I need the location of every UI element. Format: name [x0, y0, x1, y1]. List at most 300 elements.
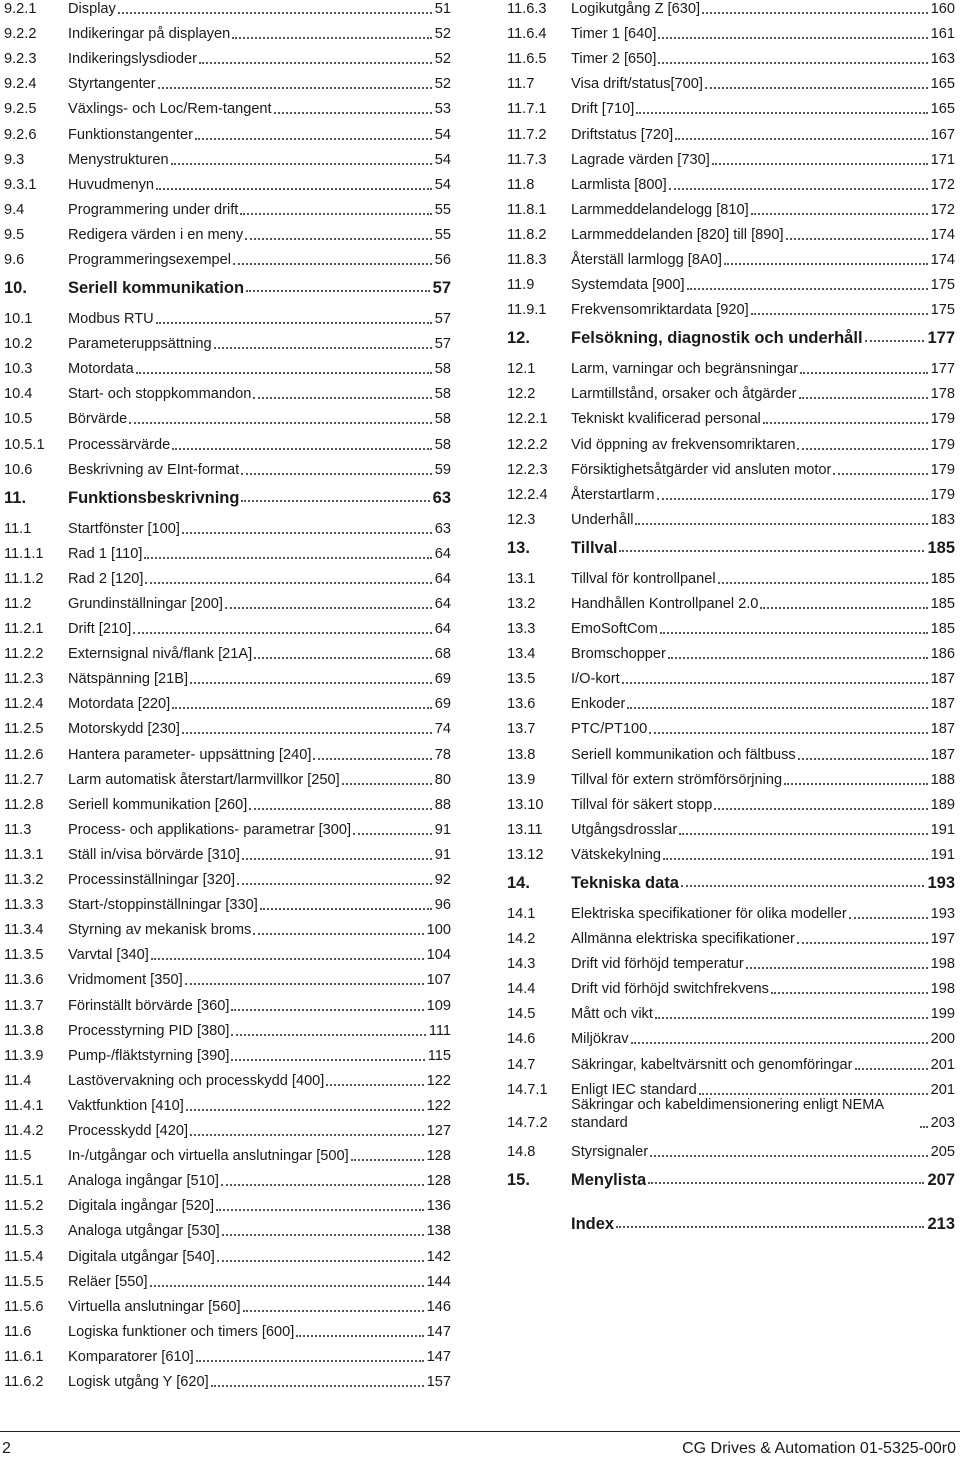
toc-section-title: Mått och vikt [571, 1006, 653, 1023]
toc-entry[interactable] [507, 901, 955, 923]
toc-section-number: 11.6.4 [507, 26, 547, 43]
toc-entry[interactable] [4, 842, 451, 864]
toc-section-title: Vridmoment [350] [68, 972, 183, 989]
toc-section-title: Rad 1 [110] [68, 545, 143, 562]
toc-chapter-entry[interactable] [507, 1167, 955, 1189]
toc-section-number: 9.2.5 [4, 101, 37, 118]
toc-page-number: 185 [930, 595, 955, 612]
toc-entry[interactable] [507, 222, 955, 244]
toc-entry[interactable] [507, 566, 955, 588]
toc-section-number: 13.10 [507, 796, 544, 813]
toc-dot-leader [763, 422, 928, 424]
toc-page-number: 56 [434, 252, 451, 268]
toc-entry[interactable] [507, 591, 955, 613]
toc-entry[interactable] [4, 742, 451, 764]
toc-entry[interactable] [507, 21, 955, 43]
toc-section-number: 13. [507, 538, 530, 557]
toc-entry[interactable] [507, 742, 955, 764]
toc-page-number: 88 [434, 796, 451, 813]
toc-section-title: Huvudmenyn [68, 176, 154, 193]
toc-section-number: 10. [4, 279, 27, 297]
toc-dot-leader [232, 37, 432, 39]
toc-section-number: 11.2 [4, 595, 32, 612]
toc-entry[interactable] [4, 1068, 451, 1090]
toc-dot-leader [616, 1226, 924, 1228]
toc-entry[interactable] [4, 591, 451, 613]
toc-entry[interactable] [507, 691, 955, 713]
toc-entry[interactable] [507, 926, 955, 948]
toc-dot-leader [751, 213, 928, 215]
toc-entry[interactable] [4, 1018, 451, 1040]
toc-page-number: 53 [434, 101, 451, 118]
toc-dot-leader [663, 858, 928, 860]
toc-entry[interactable] [507, 432, 955, 454]
toc-entry[interactable] [4, 197, 451, 219]
toc-dot-leader [658, 37, 927, 39]
toc-page-number: 52 [434, 76, 451, 93]
toc-dot-leader [353, 833, 432, 835]
toc-entry[interactable] [507, 641, 955, 663]
toc-section-number: 11.5.4 [4, 1248, 44, 1265]
toc-dot-leader [622, 682, 928, 684]
toc-entry[interactable] [4, 1168, 451, 1190]
toc-entry[interactable] [4, 691, 451, 713]
toc-entry[interactable] [4, 406, 451, 428]
toc-entry[interactable] [4, 1269, 451, 1291]
toc-section-title: Säkringar och kabeldimensionering enligt NEMA standard [571, 1096, 884, 1131]
toc-entry[interactable] [4, 993, 451, 1015]
toc-entry[interactable] [4, 867, 451, 889]
toc-section-title: Bromschopper [571, 646, 666, 663]
toc-entry[interactable] [507, 147, 955, 169]
toc-page-number: 54 [434, 126, 451, 143]
toc-section-title: I/O-kort [571, 671, 620, 688]
toc-entry[interactable] [507, 792, 955, 814]
toc-section-title: Digitala ingångar [520] [68, 1198, 215, 1215]
toc-dot-leader [705, 87, 928, 89]
toc-section-number: 11.4 [4, 1072, 32, 1089]
toc-entry[interactable] [4, 641, 451, 663]
toc-entry[interactable] [507, 817, 955, 839]
toc-page-number: 54 [434, 151, 451, 168]
toc-entry[interactable] [4, 0, 451, 18]
toc-page-number: 147 [426, 1323, 451, 1340]
toc-entry[interactable] [4, 1294, 451, 1316]
toc-dot-leader [751, 313, 928, 315]
toc-dot-leader [714, 808, 927, 810]
toc-section-number: 14.7.2 [507, 1114, 548, 1131]
toc-section-number: 9.5 [4, 226, 25, 243]
toc-section-number: 11.1.2 [4, 570, 44, 587]
toc-entry[interactable] [4, 1244, 451, 1266]
toc-entry[interactable] [507, 197, 955, 219]
toc-section-number: 11.8.1 [507, 201, 547, 218]
toc-section-number: 10.1 [4, 311, 33, 327]
toc-page-number: 122 [426, 1097, 451, 1114]
toc-section-title: PTC/PT100 [571, 721, 648, 738]
toc-dot-leader [648, 1182, 924, 1184]
toc-page-number: 193 [930, 905, 955, 922]
toc-page-number: 128 [426, 1173, 451, 1190]
toc-dot-leader [225, 607, 432, 609]
toc-section-title: Seriell kommunikation och fältbuss [571, 746, 796, 763]
toc-entry[interactable] [4, 222, 451, 244]
toc-dot-leader [687, 288, 928, 290]
toc-entry[interactable] [4, 666, 451, 688]
toc-section-number: 11.2.2 [4, 646, 44, 663]
toc-entry[interactable] [507, 716, 955, 738]
toc-dot-leader [833, 473, 927, 475]
toc-entry[interactable] [507, 507, 955, 529]
toc-page-number: 205 [930, 1143, 955, 1160]
toc-section-title: Enkoder [571, 696, 626, 713]
toc-chapter-entry[interactable] [507, 870, 955, 892]
toc-section-title: Drift [710] [571, 101, 635, 118]
toc-dot-leader [849, 917, 928, 919]
toc-entry[interactable] [4, 96, 451, 118]
toc-dot-leader [145, 582, 431, 584]
toc-entry[interactable] [507, 96, 955, 118]
toc-entry[interactable] [4, 1218, 451, 1240]
toc-section-number: 15. [507, 1170, 530, 1189]
toc-entry[interactable] [4, 566, 451, 588]
toc-page-number: 163 [930, 51, 955, 68]
toc-section-number: 14.3 [507, 956, 536, 973]
toc-dot-leader [246, 290, 430, 292]
toc-page-number: 78 [434, 746, 451, 763]
toc-section-title: Styrtangenter [68, 76, 156, 93]
toc-dot-leader [195, 138, 432, 140]
toc-entry[interactable] [4, 1143, 451, 1165]
toc-section-title: Processärvärde [68, 436, 171, 453]
toc-dot-leader [799, 397, 928, 399]
toc-section-number: 11.2.7 [4, 771, 44, 788]
toc-entry[interactable] [507, 406, 955, 428]
toc-section-number: 11.2.6 [4, 746, 44, 763]
toc-section-title: Visa drift/status[700] [571, 76, 703, 93]
toc-dot-leader [675, 138, 927, 140]
toc-dot-leader [150, 1285, 424, 1287]
toc-page-number: 57 [434, 311, 451, 327]
toc-entry[interactable] [4, 356, 451, 378]
toc-entry[interactable] [507, 0, 955, 18]
toc-entry[interactable] [507, 46, 955, 68]
toc-section-number: 11.7 [507, 76, 535, 93]
toc-section-title: Modbus RTU [68, 311, 154, 327]
toc-entry[interactable] [4, 817, 451, 839]
toc-page-number: 127 [426, 1123, 451, 1139]
toc-page-number: 58 [434, 361, 451, 378]
toc-section-number: 11.5.6 [4, 1298, 44, 1315]
toc-entry[interactable] [507, 666, 955, 688]
toc-section-title: Driftstatus [720] [571, 126, 674, 143]
toc-dot-leader [669, 188, 928, 190]
toc-entry[interactable] [4, 457, 451, 479]
toc-section-title: Vaktfunktion [410] [68, 1097, 184, 1114]
toc-page-number: 115 [427, 1047, 451, 1064]
toc-chapter-entry[interactable] [507, 325, 955, 347]
toc-dot-leader [658, 62, 927, 64]
toc-entry[interactable] [4, 892, 451, 914]
toc-entry[interactable] [507, 381, 955, 403]
toc-entry[interactable] [4, 616, 451, 638]
toc-section-title: Drift vid förhöjd temperatur [571, 956, 744, 973]
toc-section-title: Styrning av mekanisk broms [68, 922, 252, 939]
toc-dot-leader [771, 992, 928, 994]
toc-dot-leader [660, 632, 928, 634]
toc-section-number: 11.6.1 [4, 1348, 44, 1365]
toc-section-title: Logiska funktioner och timers [600] [68, 1323, 295, 1340]
toc-dot-leader [351, 1159, 424, 1161]
toc-dot-leader [619, 550, 924, 552]
toc-dot-leader [786, 238, 928, 240]
toc-page-number: 63 [434, 520, 451, 537]
toc-entry[interactable] [4, 1193, 451, 1215]
toc-dot-leader [233, 263, 432, 265]
toc-page-number: 187 [930, 746, 955, 763]
toc-section-number: 10.6 [4, 461, 33, 478]
toc-chapter-entry[interactable] [4, 275, 451, 297]
toc-entry[interactable] [507, 1052, 955, 1074]
toc-section-title: Redigera värden i en meny [68, 226, 244, 243]
toc-section-number: 11.1.1 [4, 545, 44, 562]
toc-page-number: 185 [930, 570, 955, 587]
toc-entry[interactable] [507, 172, 955, 194]
toc-section-number: 12.2.1 [507, 411, 548, 428]
toc-section-number: 13.3 [507, 621, 536, 637]
toc-entry[interactable] [507, 482, 955, 504]
toc-chapter-entry[interactable] [507, 1211, 955, 1233]
toc-entry[interactable] [507, 767, 955, 789]
toc-entry[interactable] [4, 147, 451, 169]
toc-entry[interactable] [507, 247, 955, 269]
toc-section-number: 11.5.5 [4, 1273, 44, 1290]
toc-entry[interactable] [507, 272, 955, 294]
toc-entry[interactable] [507, 976, 955, 998]
toc-dot-leader [313, 758, 431, 760]
toc-section-number: 10.3 [4, 361, 33, 378]
toc-page-number: 58 [434, 411, 451, 428]
toc-page-number: 213 [927, 1214, 955, 1233]
toc-section-title: Externsignal nivå/flank [21A] [68, 646, 253, 663]
toc-entry[interactable] [507, 457, 955, 479]
toc-dot-leader [784, 783, 928, 785]
toc-entry[interactable] [4, 172, 451, 194]
toc-section-title: Tillval [571, 538, 618, 557]
toc-entry[interactable] [4, 381, 451, 403]
toc-section-number: 12.1 [507, 361, 536, 378]
toc-dot-leader [635, 523, 927, 525]
toc-section-title: Analoga ingångar [510] [68, 1173, 219, 1190]
toc-section-title: Enligt IEC standard [571, 1081, 697, 1098]
toc-section-title: Komparatorer [610] [68, 1348, 194, 1365]
toc-section-title: Lastövervakning och processkydd [400] [68, 1072, 325, 1089]
toc-dot-leader [190, 682, 432, 684]
toc-section-number: 14.8 [507, 1143, 536, 1160]
toc-entry[interactable] [4, 1043, 451, 1065]
toc-section-title: Vid öppning av frekvensomriktaren [571, 436, 796, 453]
toc-entry[interactable] [4, 247, 451, 269]
toc-dot-leader [296, 1335, 423, 1337]
toc-page-number: 186 [930, 646, 955, 663]
toc-page-number: 55 [434, 226, 451, 243]
toc-section-number: 11.3.7 [4, 997, 44, 1014]
toc-page-number: 104 [426, 947, 451, 964]
toc-section-number: 11.3.3 [4, 897, 44, 914]
toc-section-title: Reläer [550] [68, 1273, 148, 1290]
toc-dot-leader [156, 322, 432, 324]
toc-section-title: Tillval för extern strömförsörjning [571, 771, 783, 788]
toc-section-title: Virtuella anslutningar [560] [68, 1298, 241, 1315]
toc-section-title: Processtyrning PID [380] [68, 1022, 230, 1039]
toc-page-number: 185 [927, 538, 955, 557]
toc-entry[interactable] [507, 951, 955, 973]
toc-dot-leader [241, 500, 429, 502]
toc-section-title: Hantera parameter- uppsättning [240] [68, 746, 312, 763]
toc-section-number: 13.5 [507, 671, 536, 688]
toc-entry[interactable] [4, 767, 451, 789]
toc-dot-leader [724, 263, 928, 265]
toc-section-number: 11.9 [507, 277, 535, 294]
toc-section-number: 11.2.4 [4, 696, 44, 713]
toc-section-title: Programmeringsexempel [68, 252, 232, 268]
toc-dot-leader [185, 983, 424, 985]
toc-entry[interactable] [507, 842, 955, 864]
toc-section-title: Frekvensomriktardata [920] [571, 302, 749, 319]
toc-section-title: Systemdata [900] [571, 277, 685, 294]
toc-entry[interactable] [507, 1092, 955, 1132]
toc-section-number: 14.4 [507, 981, 536, 998]
toc-section-title: Tekniska data [571, 873, 679, 892]
toc-entry[interactable] [4, 1319, 451, 1341]
toc-entry[interactable] [4, 716, 451, 738]
toc-entry[interactable] [507, 71, 955, 93]
toc-entry[interactable] [4, 46, 451, 68]
toc-dot-leader [718, 582, 928, 584]
toc-entry[interactable] [507, 297, 955, 319]
toc-section-title: Grundinställningar [200] [68, 595, 223, 612]
toc-page-number: 138 [426, 1223, 451, 1240]
toc-section-title: Programmering under drift [68, 201, 239, 218]
toc-dot-leader [243, 1310, 424, 1312]
toc-dot-leader [133, 632, 432, 634]
toc-entry[interactable] [507, 1026, 955, 1048]
toc-dot-leader [217, 1260, 424, 1262]
toc-section-title: Start-/stoppinställningar [330] [68, 897, 258, 914]
toc-section-number: 14.1 [507, 905, 536, 922]
toc-entry[interactable] [4, 1118, 451, 1140]
toc-section-title: Motordata [220] [68, 696, 171, 713]
toc-dot-leader [650, 1155, 928, 1157]
toc-page-number: 142 [426, 1248, 451, 1265]
toc-entry[interactable] [4, 942, 451, 964]
toc-page-number: 54 [434, 176, 451, 193]
toc-dot-leader [231, 1009, 423, 1011]
toc-page-number: 122 [426, 1072, 451, 1089]
toc-section-title: Start- och stoppkommandon [68, 386, 252, 403]
toc-dot-leader [326, 1084, 423, 1086]
toc-section-title: Underhåll [571, 511, 634, 528]
toc-section-title: Återstartlarm [571, 486, 655, 503]
toc-section-title: Varvtal [340] [68, 947, 149, 964]
toc-entry[interactable] [507, 356, 955, 378]
toc-page-number: 157 [426, 1374, 451, 1390]
toc-entry[interactable] [4, 306, 451, 328]
toc-section-number: 13.9 [507, 771, 536, 788]
toc-section-number: 11.4.1 [4, 1097, 44, 1114]
toc-entry[interactable] [4, 331, 451, 353]
toc-entry[interactable] [507, 1139, 955, 1161]
toc-entry[interactable] [4, 1093, 451, 1115]
toc-entry[interactable] [507, 1001, 955, 1023]
toc-section-number: 12. [507, 329, 530, 348]
toc-page-number: 178 [930, 386, 955, 403]
toc-chapter-entry[interactable] [507, 535, 955, 557]
toc-page-number: 136 [426, 1198, 451, 1215]
toc-dot-leader [712, 163, 928, 165]
toc-page-number: 179 [930, 411, 955, 428]
toc-entry[interactable] [4, 516, 451, 538]
toc-section-title: Larmtillstånd, orsaker och åtgärder [571, 386, 797, 403]
toc-section-title: Beskrivning av EInt-format [68, 461, 240, 478]
toc-entry[interactable] [4, 1369, 451, 1391]
toc-section-number: 11.6.2 [4, 1374, 44, 1390]
toc-dot-leader [253, 933, 423, 935]
toc-section-title: Drift vid förhöjd switchfrekvens [571, 981, 769, 998]
toc-chapter-entry[interactable] [4, 485, 451, 507]
toc-entry[interactable] [4, 917, 451, 939]
toc-entry[interactable] [507, 616, 955, 638]
toc-section-number: 13.12 [507, 846, 544, 863]
toc-section-number: 11.3.2 [4, 872, 44, 888]
toc-section-title: Försiktighetsåtgärder vid ansluten motor [571, 461, 832, 478]
toc-section-title: Timer 2 [650] [571, 51, 657, 68]
toc-section-number: 11.5.3 [4, 1223, 44, 1240]
toc-section-title: Förinställt börvärde [360] [68, 997, 230, 1014]
toc-entry[interactable] [4, 967, 451, 989]
toc-entry[interactable] [4, 432, 451, 454]
toc-page-number: 69 [434, 671, 451, 688]
toc-entry[interactable] [4, 71, 451, 93]
toc-section-number: 14. [507, 873, 530, 892]
toc-dot-leader [237, 883, 432, 885]
toc-page-number: 174 [930, 252, 955, 268]
toc-section-number: 11.2.5 [4, 721, 44, 738]
toc-entry[interactable] [4, 1344, 451, 1366]
toc-dot-leader [136, 372, 432, 374]
toc-dot-leader [668, 657, 928, 659]
toc-section-number: 11.8.3 [507, 252, 547, 268]
toc-page-number: 109 [426, 997, 451, 1014]
toc-entry[interactable] [4, 792, 451, 814]
toc-section-title: Ställ in/visa börvärde [310] [68, 846, 240, 863]
toc-page-number: 52 [434, 51, 451, 68]
toc-entry[interactable] [4, 21, 451, 43]
toc-dot-leader [702, 12, 928, 14]
toc-page-number: 91 [434, 846, 451, 863]
toc-dot-leader [172, 448, 432, 450]
toc-page-number: 165 [930, 101, 955, 118]
toc-page-number: 58 [434, 386, 451, 403]
toc-section-title: Seriell kommunikation [68, 279, 245, 297]
toc-entry[interactable] [507, 122, 955, 144]
toc-page-number: 63 [432, 488, 451, 507]
toc-section-title: Utgångsdrosslar [571, 821, 678, 838]
toc-entry[interactable] [4, 541, 451, 563]
toc-section-number: 11.3.1 [4, 846, 44, 863]
toc-entry[interactable] [4, 122, 451, 144]
toc-section-number: 11.3.4 [4, 922, 44, 939]
